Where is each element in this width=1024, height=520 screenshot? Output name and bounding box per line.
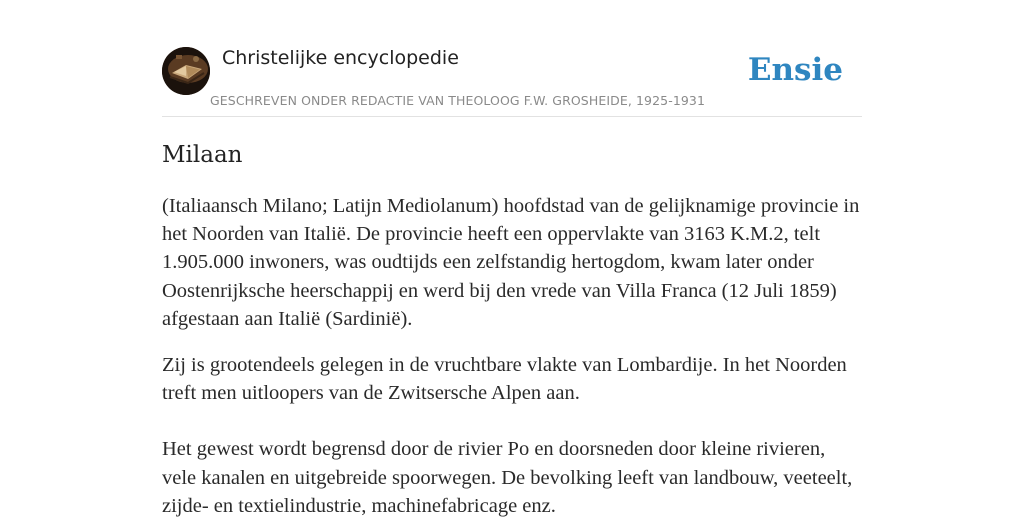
article-title: Milaan: [162, 142, 243, 168]
site-header: [162, 0, 862, 117]
page: [162, 0, 862, 517]
site-title[interactable]: Christelijke encyclopedie: [222, 47, 459, 69]
site-subtitle: GESCHREVEN ONDER REDACTIE VAN THEOLOOG F.W. GROSHEIDE, 1925-1931: [210, 93, 706, 108]
book-icon: [162, 47, 210, 95]
paragraph: (Italiaansch Milano; Latijn Mediolanum) hoofdstad van de gelijknamige provincie in het Noorden van Italië. De provincie heeft een oppervlakte van 3163 K.M.2, telt 1.905.000 inwoners, was oudtijds een zelfstandig hertogdom, kwam later onder Oostenrijksche heerschappij en werd bij den vrede van Villa Franca (12 Juli 1859) afgestaan aan Italië (Sardinië).: [162, 195, 860, 330]
brand-logo[interactable]: Ensie: [747, 52, 843, 88]
article-body: [162, 192, 862, 520]
paragraph: Zij is grootendeels gelegen in de vruchtbare vlakte van Lombardije. In het Noorden treft men uitloopers van de Zwitsersche Alpen aan.: [162, 354, 847, 405]
site-logo[interactable]: [162, 47, 210, 95]
paragraph: Het gewest wordt begrensd door de rivier Po en doorsneden door kleine rivieren, vele kanalen en uitgebreide spoorwegen. De bevolking leeft van landbouw, veeteelt, zijde- en textielindustrie, machinefabricage enz.: [162, 438, 853, 517]
